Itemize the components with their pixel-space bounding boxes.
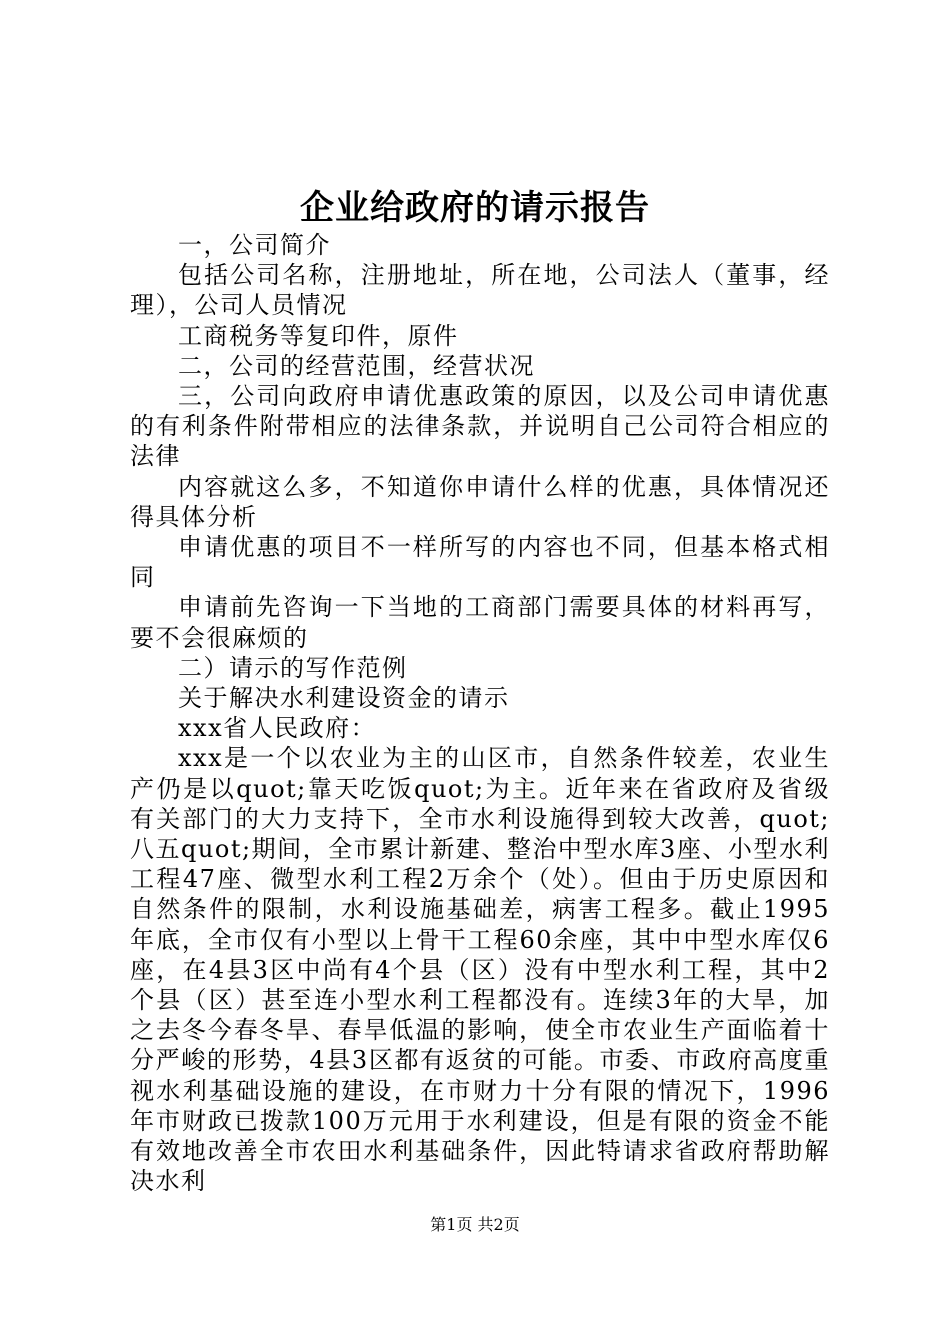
- page-number-footer: 第1页 共2页: [430, 1215, 520, 1234]
- paragraph-content-note: 内容就这么多，不知道你申请什么样的优惠，具体情况还得具体分析: [130, 472, 830, 531]
- paragraph-business-scope-heading: 二，公司的经营范围，经营状况: [178, 351, 535, 380]
- paragraph-application-reason: 三，公司向政府申请优惠政策的原因，以及公司申请优惠的有利条件附带相应的法律条款，并说明自己公司符合相应的法律: [130, 382, 830, 471]
- document-body: [130, 230, 830, 1197]
- paragraph-example-title: 关于解决水利建设资金的请示: [178, 684, 510, 713]
- paragraph-example-body: xxx是一个以农业为主的山区市，自然条件较差，农业生产仍是以quot;靠天吃饭quot;为主。近年来在省政府及省级有关部门的大力支持下，全市水利设施得到较大改善，quot;八五quot;期间，全市累计新建、整治中型水库3座、小型水利工程47座、微型水利工程2万余个（处）。但由于历史原因和自然条件的限制，水利设施基础差，病害工程多。截止1995年底，全市仅有小型以上骨干工程60余座，其中中型水库仅6座，在4县3区中尚有4个县（区）没有中型水利工程，其中2个县（区）甚至连小型水利工程都没有。连续3年的大旱，加之去冬今春冬旱、春旱低温的影响，使全市农业生产面临着十分严峻的形势，4县3区都有返贫的可能。市委、市政府高度重视水利基础设施的建设，在市财力十分有限的情况下，1996年市财政已拨款100万元用于水利建设，但是有限的资金不能有效地改善全市农田水利基础条件，因此特请求省政府帮助解决水利: [130, 744, 830, 1196]
- paragraph-consult-note: 申请前先咨询一下当地的工商部门需要具体的材料再写，要不会很麻烦的: [130, 593, 830, 652]
- paragraph-format-note: 申请优惠的项目不一样所写的内容也不同，但基本格式相同: [130, 533, 830, 592]
- paragraph-tax-documents: 工商税务等复印件，原件: [178, 321, 459, 350]
- paragraph-example-heading: 二）请示的写作范例: [178, 653, 408, 682]
- paragraph-company-intro-heading: 一，公司简介: [178, 231, 331, 259]
- paragraph-company-intro-details: 包括公司名称，注册地址，所在地，公司法人（董事，经理），公司人员情况: [130, 261, 830, 320]
- document-title: 企业给政府的请示报告: [300, 188, 650, 228]
- paragraph-addressee: xxx省人民政府：: [178, 714, 377, 743]
